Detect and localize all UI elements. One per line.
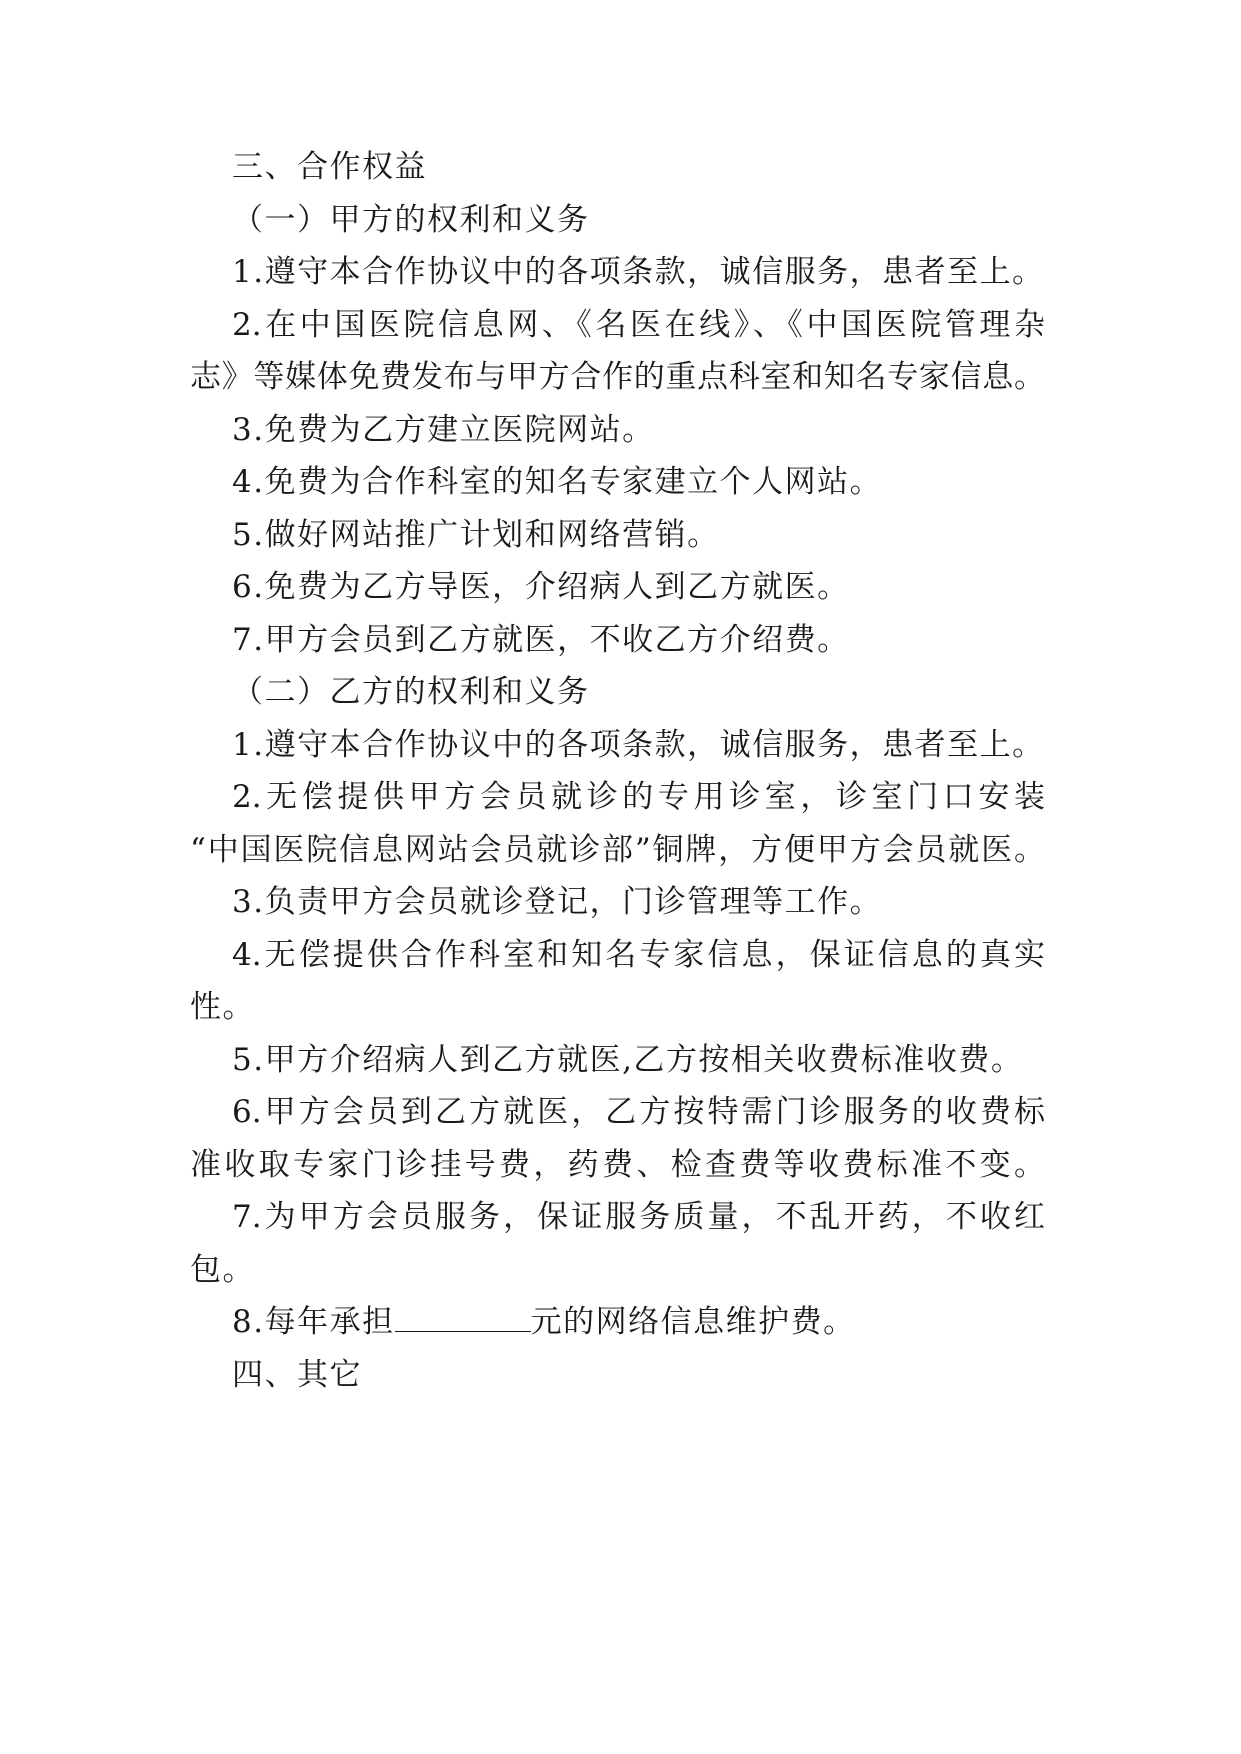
paragraph-line: 志》等媒体免费发布与甲方合作的重点科室和知名专家信息。 xyxy=(190,359,1045,395)
paragraph-line: 7.为甲方会员服务，保证服务质量，不乱开药，不收红 xyxy=(232,1199,1045,1235)
paragraph-line: 4.无偿提供合作科室和知名专家信息，保证信息的真实 xyxy=(232,937,1045,973)
paragraph-line: 包。 xyxy=(190,1252,255,1288)
paragraph-line: 7.甲方会员到乙方就医，不收乙方介绍费。 xyxy=(232,622,850,658)
subsection-heading: （一）甲方的权利和义务 xyxy=(232,202,590,238)
subsection-heading: （二）乙方的权利和义务 xyxy=(232,674,590,710)
paragraph-line: 1.遵守本合作协议中的各项条款，诚信服务，患者至上。 xyxy=(232,254,1045,290)
paragraph-line: 3.免费为乙方建立医院网站。 xyxy=(232,412,655,448)
paragraph-line: “中国医院信息网站会员就诊部”铜牌，方便甲方会员就医。 xyxy=(190,832,1045,868)
fee-prefix: 8.每年承担 xyxy=(232,1304,395,1340)
fee-paragraph xyxy=(232,1302,856,1342)
paragraph-line: 1.遵守本合作协议中的各项条款，诚信服务，患者至上。 xyxy=(232,727,1045,763)
section-heading: 四、其它 xyxy=(232,1357,362,1393)
fee-suffix: 元的网络信息维护费。 xyxy=(530,1304,856,1340)
paragraph-line: 3.负责甲方会员就诊登记，门诊管理等工作。 xyxy=(232,884,883,920)
fee-amount-blank xyxy=(395,1303,531,1332)
paragraph-line: 6.免费为乙方导医，介绍病人到乙方就医。 xyxy=(232,569,850,605)
paragraph-line: 2.在中国医院信息网、《名医在线》、《中国医院管理杂 xyxy=(232,307,1045,343)
paragraph-line: 2.无偿提供甲方会员就诊的专用诊室，诊室门口安装 xyxy=(232,779,1045,815)
paragraph-line: 准收取专家门诊挂号费，药费、检查费等收费标准不变。 xyxy=(190,1147,1045,1183)
paragraph-line: 性。 xyxy=(190,989,255,1025)
paragraph-line: 5.做好网站推广计划和网络营销。 xyxy=(232,517,720,553)
paragraph-line: 6.甲方会员到乙方就医，乙方按特需门诊服务的收费标 xyxy=(232,1094,1045,1130)
paragraph-line: 5.甲方介绍病人到乙方就医,乙方按相关收费标准收费。 xyxy=(232,1042,1024,1078)
paragraph-line: 4.免费为合作科室的知名专家建立个人网站。 xyxy=(232,464,883,500)
section-heading: 三、合作权益 xyxy=(232,149,427,185)
